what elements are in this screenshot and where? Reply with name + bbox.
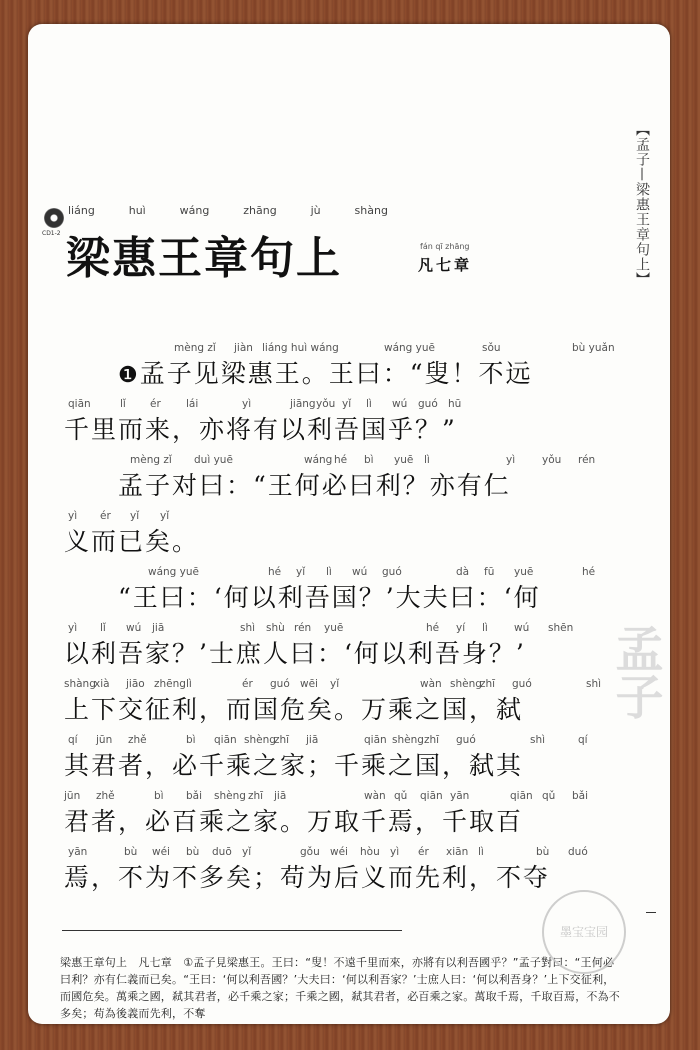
pinyin: qiān <box>68 398 91 410</box>
pinyin: xià <box>94 678 110 690</box>
pinyin: hé <box>334 454 348 466</box>
cd-icon <box>44 208 64 228</box>
pinyin: rén <box>294 622 312 634</box>
pinyin: yǒu <box>316 398 336 410</box>
pinyin: liáng huì wáng <box>262 342 339 354</box>
pinyin: jiāo <box>126 678 145 690</box>
hanzi-text <box>64 359 533 391</box>
margin-dash <box>646 912 656 913</box>
pinyin: yì <box>68 622 78 634</box>
pinyin: mèng zǐ <box>130 454 172 466</box>
pinyin: wú <box>126 622 142 634</box>
pinyin: duō <box>212 846 232 858</box>
title-pinyin-syllable: zhāng <box>243 204 277 217</box>
pinyin: yǐ <box>330 678 340 690</box>
text-line <box>64 454 610 510</box>
title-pinyin-syllable: huì <box>128 204 146 217</box>
pinyin: shù <box>266 622 285 634</box>
pinyin: yuē <box>514 566 534 578</box>
pinyin: duì yuē <box>194 454 233 466</box>
pinyin: zhě <box>128 734 147 746</box>
pinyin: bǎi <box>186 790 203 802</box>
hanzi-text <box>64 639 526 669</box>
stamp-label: 墨宝宝园 <box>559 925 608 939</box>
pinyin: lǐ <box>100 622 106 634</box>
hanzi-line-text: 其君者，必千乘之家；千乘之国，弑其 <box>64 751 524 780</box>
pinyin: zhě <box>96 790 115 802</box>
text-line <box>64 622 610 678</box>
pinyin: guó <box>512 678 532 690</box>
pinyin: duó <box>568 846 588 858</box>
pinyin: lái <box>186 398 199 410</box>
pinyin: zhī <box>274 734 290 746</box>
pinyin: gǒu <box>300 846 320 858</box>
pinyin: wú <box>514 622 530 634</box>
paragraph-number: ❶ <box>118 363 140 388</box>
pinyin: zhī <box>480 678 496 690</box>
title-pinyin <box>68 204 388 217</box>
pinyin: yuē <box>324 622 344 634</box>
text-line <box>64 566 610 622</box>
hanzi-text <box>64 471 511 501</box>
pinyin: lì <box>482 622 488 634</box>
pinyin: bì <box>364 454 374 466</box>
pinyin: qiān <box>420 790 443 802</box>
pinyin: yuē <box>394 454 414 466</box>
pinyin: hé <box>582 566 596 578</box>
pinyin: shèng <box>244 734 276 746</box>
pinyin: shì <box>530 734 546 746</box>
pinyin: yān <box>68 846 88 858</box>
title-pinyin-syllable: liáng <box>68 204 95 217</box>
pinyin: shèng <box>450 678 482 690</box>
text-line <box>64 342 615 398</box>
pinyin: wéi <box>330 846 348 858</box>
pinyin: wú <box>352 566 368 578</box>
pinyin: yì <box>506 454 516 466</box>
pinyin: hòu <box>360 846 380 858</box>
pinyin: jiàn <box>234 342 253 354</box>
cd-track-label: CD1-2 <box>42 230 61 237</box>
pinyin: yì <box>390 846 400 858</box>
hanzi-text <box>64 751 523 781</box>
pinyin: lǐ <box>120 398 126 410</box>
hanzi-text <box>64 527 199 557</box>
pinyin: yǐ <box>296 566 306 578</box>
text-line <box>64 510 610 566</box>
pinyin: guó <box>418 398 438 410</box>
hanzi-text <box>64 583 541 613</box>
title-pinyin-syllable: shàng <box>354 204 388 217</box>
hanzi-text <box>64 863 550 893</box>
pinyin: shì <box>240 622 256 634</box>
text-line <box>64 846 610 902</box>
pinyin: guó <box>270 678 290 690</box>
pinyin: hé <box>268 566 282 578</box>
pinyin: hé <box>426 622 440 634</box>
text-line <box>64 398 610 454</box>
pinyin: jūn <box>96 734 113 746</box>
pinyin: qí <box>578 734 588 746</box>
pinyin: jiā <box>306 734 319 746</box>
pinyin: bù yuǎn <box>572 342 615 354</box>
pinyin: yǐ <box>242 846 252 858</box>
pinyin: wàn <box>364 790 386 802</box>
pinyin: zhēng <box>154 678 186 690</box>
traditional-text-footnote: 梁惠王章句上 凡七章 ①孟子見梁惠王。王曰：“叟！不遠千里而來，亦將有以利吾國乎？”孟子對曰：“王何必曰利？亦有仁義而已矣。“王曰：‘何以利吾國？’大夫曰：‘何以利吾家？’士庶人曰：‘何以利吾身？’上下交征利，而國危矣。萬乘之國，弒其君者，必千乘之家；千乘之國，弒其君者，必百乘之家。萬取千焉，千取百焉，不為不多矣；苟為後義而先利，不奪 <box>60 956 620 1020</box>
pinyin: guó <box>456 734 476 746</box>
pinyin: yǐ <box>160 510 170 522</box>
pinyin: shàng <box>64 678 96 690</box>
pinyin: ér <box>418 846 429 858</box>
pinyin: shèng <box>214 790 246 802</box>
pinyin: dà <box>456 566 470 578</box>
hanzi-line-text: “王曰：‘何以利吾国？’大夫曰：‘何 <box>64 583 541 612</box>
subtitle-pinyin: fán qī zhāng <box>420 242 470 251</box>
main-text <box>64 342 615 902</box>
pinyin: jiā <box>152 622 165 634</box>
side-running-title: 【孟子—梁惠王章句上】 <box>634 122 650 287</box>
pinyin: fū <box>484 566 495 578</box>
hanzi-text <box>64 807 523 837</box>
pinyin: yān <box>450 790 470 802</box>
hanzi-line-text: 义而已矣。 <box>64 527 200 556</box>
hanzi-line-text: 君者，必百乘之家。万取千焉，千取百 <box>64 807 524 836</box>
pinyin: wú <box>392 398 408 410</box>
pinyin: lì <box>186 678 192 690</box>
pinyin: qí <box>68 734 78 746</box>
text-line <box>64 790 610 846</box>
pinyin: qǔ <box>394 790 408 802</box>
hanzi-line-text: 千里而来，亦将有以利吾国乎？” <box>64 415 457 444</box>
pinyin: bì <box>186 734 196 746</box>
pinyin: mèng zǐ <box>174 342 216 354</box>
pinyin: hū <box>448 398 462 410</box>
pinyin: bù <box>186 846 200 858</box>
pinyin: wēi <box>300 678 318 690</box>
pinyin: zhī <box>248 790 264 802</box>
pinyin: zhī <box>424 734 440 746</box>
title-pinyin-syllable: jù <box>310 204 321 217</box>
hanzi-line-text: 焉，不为不多矣；苟为后义而先利，不夺 <box>64 863 551 892</box>
pinyin: bù <box>124 846 138 858</box>
text-line <box>64 678 610 734</box>
hanzi-text <box>64 415 457 445</box>
pinyin: lì <box>424 454 430 466</box>
pinyin: lì <box>326 566 332 578</box>
pinyin: wéi <box>152 846 170 858</box>
pinyin: ér <box>150 398 161 410</box>
hanzi-text <box>64 695 523 725</box>
footnote-divider <box>62 930 402 931</box>
pinyin: qiān <box>364 734 387 746</box>
pinyin: yí <box>456 622 466 634</box>
chapter-title: 梁惠王章句上 <box>66 233 342 284</box>
hanzi-line-text: 孟子见梁惠王。王曰：“叟！不远 <box>139 359 533 388</box>
pinyin: bù <box>536 846 550 858</box>
watermark-text: 孟子 <box>607 624 663 720</box>
pinyin: shèng <box>392 734 424 746</box>
pinyin: ér <box>242 678 253 690</box>
pinyin: bǎi <box>572 790 589 802</box>
text-line <box>64 734 610 790</box>
pinyin: xiān <box>446 846 469 858</box>
chapter-subtitle: 凡七章 <box>418 256 473 274</box>
pinyin: lì <box>366 398 372 410</box>
pinyin: jiā <box>274 790 287 802</box>
hanzi-line-text: 上下交征利，而国危矣。万乘之国，弑 <box>64 695 524 724</box>
pinyin: yì <box>242 398 252 410</box>
pinyin: ér <box>100 510 111 522</box>
pinyin: yǐ <box>130 510 140 522</box>
title-pinyin-syllable: wáng <box>179 204 210 217</box>
pinyin: jūn <box>64 790 81 802</box>
pinyin: qiān <box>510 790 533 802</box>
pinyin: wàn <box>420 678 442 690</box>
pinyin: wáng yuē <box>384 342 436 354</box>
pinyin: yì <box>68 510 78 522</box>
hanzi-line-text: 孟子对曰：“王何必曰利？亦有仁 <box>64 471 511 500</box>
pinyin: wáng <box>304 454 333 466</box>
pinyin: wáng yuē <box>148 566 200 578</box>
pinyin: yǒu <box>542 454 562 466</box>
pinyin: qiān <box>214 734 237 746</box>
pinyin: shì <box>586 678 602 690</box>
pinyin: qǔ <box>542 790 556 802</box>
pinyin: sǒu <box>482 342 501 354</box>
pinyin: rén <box>578 454 596 466</box>
pinyin: yǐ <box>342 398 352 410</box>
hanzi-line-text: 以利吾家？’士庶人曰：‘何以利吾身？’ <box>64 639 526 668</box>
publisher-stamp <box>542 890 626 974</box>
pinyin: lì <box>478 846 484 858</box>
pinyin: shēn <box>548 622 574 634</box>
book-page <box>28 24 670 1024</box>
pinyin: guó <box>382 566 402 578</box>
pinyin: jiāng <box>290 398 316 410</box>
pinyin: bì <box>154 790 164 802</box>
